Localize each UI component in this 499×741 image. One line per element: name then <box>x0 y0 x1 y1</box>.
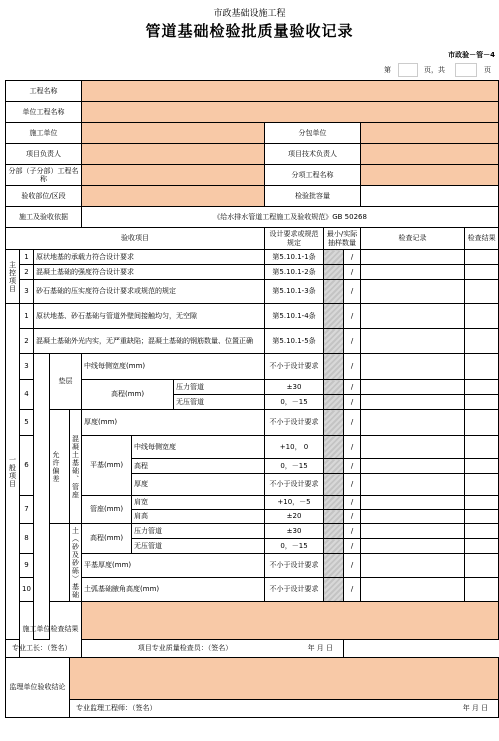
project-manager-field[interactable] <box>82 144 265 165</box>
sample-actual: / <box>344 265 361 280</box>
general-item-ref: 第5.10.1-4条 <box>265 304 324 329</box>
dev-design: 0，－15 <box>265 395 324 410</box>
division-field[interactable] <box>82 165 265 186</box>
standard-label: 施工及验收依据 <box>6 207 82 228</box>
construction-date: 年 月 日 <box>307 644 334 653</box>
result-cell[interactable] <box>465 250 499 265</box>
sample-actual: / <box>344 395 361 410</box>
general-item-no: 2 <box>20 329 34 354</box>
general-item-no: 9 <box>20 554 34 578</box>
general-item-no: 4 <box>20 380 34 410</box>
sample-min-cell <box>324 265 344 280</box>
supervision-date: 年 月 日 <box>462 704 489 713</box>
dev-item-text: 无压管道 <box>132 539 265 554</box>
construction-unit-field[interactable] <box>82 123 265 144</box>
main-item-ref: 第5.10.1-3条 <box>265 280 324 304</box>
dev-lower-spacer <box>50 524 70 602</box>
record-cell[interactable] <box>361 496 465 510</box>
record-cell[interactable] <box>361 329 465 354</box>
technical-manager-label: 项目技术负责人 <box>265 144 361 165</box>
sample-min-cell <box>324 304 344 329</box>
inspection-form <box>5 80 499 718</box>
dev-item-text: 无压管道 <box>174 395 265 410</box>
record-cell[interactable] <box>361 354 465 380</box>
project-name-field[interactable] <box>82 81 499 102</box>
seat-label: 管座(mm) <box>82 496 132 524</box>
result-cell[interactable] <box>465 496 499 510</box>
general-item-no: 7 <box>20 496 34 524</box>
main-item-text: 混凝土基础的强度符合设计要求 <box>34 265 265 280</box>
main-item-no: 2 <box>20 265 34 280</box>
dev-design: 不小于设计要求 <box>265 578 324 602</box>
record-cell[interactable] <box>361 474 465 496</box>
result-cell[interactable] <box>465 280 499 304</box>
header-top: 市政基础设施工程 <box>213 9 286 19</box>
dev-item-text: 厚度 <box>132 474 265 496</box>
elev-label: 高程(mm) <box>82 380 174 410</box>
dev-design: 0，－15 <box>265 539 324 554</box>
project-manager-label: 项目负责人 <box>6 144 82 165</box>
construction-sign-row <box>6 640 344 658</box>
technical-manager-field[interactable] <box>361 144 499 165</box>
item-header: 验收项目 <box>6 228 265 250</box>
sample-actual: / <box>344 524 361 539</box>
result-cell[interactable] <box>465 524 499 539</box>
construction-check-field[interactable] <box>82 602 499 640</box>
page-no-field[interactable] <box>398 63 418 77</box>
record-cell[interactable] <box>361 265 465 280</box>
sample-actual: / <box>344 510 361 524</box>
supervision-label: 监理单位验收结论 <box>6 658 70 718</box>
result-cell[interactable] <box>465 459 499 474</box>
sample-min-cell <box>324 459 344 474</box>
sample-actual: / <box>344 380 361 395</box>
sample-min-cell <box>324 280 344 304</box>
page-total-field[interactable] <box>455 63 477 77</box>
sample-min-cell <box>324 539 344 554</box>
dev-design: 不小于设计要求 <box>265 410 324 436</box>
result-cell[interactable] <box>465 578 499 602</box>
batch-size-label: 检验批容量 <box>265 186 361 207</box>
sample-actual: / <box>344 280 361 304</box>
unit-project-label: 单位工程名称 <box>6 102 82 123</box>
general-item-no: 6 <box>20 436 34 496</box>
supervisor-sign: 专业监理工程师：（签名） <box>76 704 157 713</box>
dev-design: ±30 <box>265 380 324 395</box>
main-item-ref: 第5.10.1-1条 <box>265 250 324 265</box>
subitem-label: 分项工程名称 <box>265 165 361 186</box>
main-item-ref: 第5.10.1-2条 <box>265 265 324 280</box>
general-item-no: 5 <box>20 410 34 436</box>
general-item-no: 8 <box>20 524 34 554</box>
construction-check-label: 施工单位检查结果 <box>20 602 82 658</box>
result-cell[interactable] <box>465 304 499 329</box>
supervision-sign-row <box>70 700 499 718</box>
record-cell[interactable] <box>361 554 465 578</box>
elev-label-lower: 高程(mm) <box>82 524 132 554</box>
main-item-no: 3 <box>20 280 34 304</box>
dev-item-text: 中线每侧宽度 <box>132 436 265 459</box>
result-cell[interactable] <box>465 436 499 459</box>
inspection-part-field[interactable] <box>82 186 265 207</box>
dev-label: 允许偏差 <box>52 450 61 483</box>
sample-min-cell <box>324 436 344 459</box>
sample-min-cell <box>324 395 344 410</box>
sample-actual: / <box>344 578 361 602</box>
record-cell[interactable] <box>361 304 465 329</box>
form-code: 市政验－管－4 <box>448 51 495 59</box>
record-cell[interactable] <box>361 250 465 265</box>
result-cell[interactable] <box>465 410 499 436</box>
record-cell[interactable] <box>361 524 465 539</box>
dev-design: ±20 <box>265 510 324 524</box>
concrete-label: 混凝土基础、管座 <box>70 410 82 524</box>
inspection-part-label: 验收部位/区段 <box>6 186 82 207</box>
sample-actual: / <box>344 554 361 578</box>
sample-actual: / <box>344 459 361 474</box>
quality-inspector-sign: 项目专业质量检查员：（签名） <box>137 644 233 653</box>
page-title: 管道基础检验批质量验收记录 <box>145 22 354 40</box>
record-cell[interactable] <box>361 459 465 474</box>
sample-actual: / <box>344 250 361 265</box>
result-header: 检查结果 <box>465 228 499 250</box>
dev-item-text: 厚度(mm) <box>82 410 265 436</box>
dev-design: +10，－5 <box>265 496 324 510</box>
result-cell[interactable] <box>465 510 499 524</box>
standard-value: 《给水排水管道工程施工及验收规范》GB 50268 <box>82 207 499 228</box>
main-control-label: 主控项目 <box>6 250 20 304</box>
subpackage-unit-field[interactable] <box>361 123 499 144</box>
division-label: 分部（子分部）工程名称 <box>6 165 82 186</box>
dev-item-text: 高程 <box>132 459 265 474</box>
batch-size-field[interactable] <box>361 186 499 207</box>
main-item-text: 原状地基的承载力符合设计要求 <box>34 250 265 265</box>
dev-item-text: 压力管道 <box>132 524 265 539</box>
gravel-label: 土（砂及砂砾）基础 <box>70 524 82 602</box>
sample-min-cell <box>324 250 344 265</box>
result-cell[interactable] <box>465 539 499 554</box>
subitem-field[interactable] <box>361 165 499 186</box>
foreman-sign: 专业工长：（签名） <box>12 644 72 653</box>
sample-min-cell <box>324 554 344 578</box>
page-end-label: 页 <box>484 66 491 74</box>
design-header: 设计要求或规范规定 <box>265 228 324 250</box>
result-cell[interactable] <box>465 380 499 395</box>
record-cell[interactable] <box>361 410 465 436</box>
record-header: 检查记录 <box>361 228 465 250</box>
sample-actual: / <box>344 436 361 459</box>
record-cell[interactable] <box>361 395 465 410</box>
record-cell[interactable] <box>361 280 465 304</box>
sample-min-cell <box>324 410 344 436</box>
sample-actual: / <box>344 539 361 554</box>
page-total-label: 页，共 <box>424 66 445 74</box>
main-item-text: 砂石基础的压实度符合设计要求或规范的规定 <box>34 280 265 304</box>
dev-design: 不小于设计要求 <box>265 474 324 496</box>
sample-min-cell <box>324 524 344 539</box>
general-item-text: 原状地基、砂石基础与管道外壁间接触均匀，无空隙 <box>34 304 265 329</box>
record-cell[interactable] <box>361 380 465 395</box>
dev-design: +10， 0 <box>265 436 324 459</box>
project-name-label: 工程名称 <box>6 81 82 102</box>
dev-item-text: 肩宽 <box>132 496 265 510</box>
general-item-no: 1 <box>20 304 34 329</box>
construction-unit-label: 施工单位 <box>6 123 82 144</box>
dev-item-text: 肩高 <box>132 510 265 524</box>
sample-actual: / <box>344 496 361 510</box>
sample-actual: / <box>344 329 361 354</box>
general-label: 一般项目 <box>6 304 20 640</box>
record-cell[interactable] <box>361 539 465 554</box>
supervision-field[interactable] <box>70 658 499 700</box>
result-cell[interactable] <box>465 354 499 380</box>
subpackage-unit-label: 分包单位 <box>265 123 361 144</box>
general-item-ref: 第5.10.1-5条 <box>265 329 324 354</box>
page-no-label: 第 <box>384 66 391 74</box>
record-cell[interactable] <box>361 510 465 524</box>
flat-label: 平基(mm) <box>82 436 132 496</box>
result-cell[interactable] <box>465 329 499 354</box>
sample-min-cell <box>324 329 344 354</box>
dev-design: 不小于设计要求 <box>265 554 324 578</box>
sample-actual: / <box>344 474 361 496</box>
dev-design: ±30 <box>265 524 324 539</box>
sample-min-cell <box>324 510 344 524</box>
sample-actual: / <box>344 410 361 436</box>
sample-min-cell <box>324 578 344 602</box>
dev-item-text: 土弧基础腋角高度(mm) <box>82 578 265 602</box>
dev-vertical-cell <box>50 410 70 524</box>
sample-actual: / <box>344 354 361 380</box>
general-item-text: 混凝土基础外光内实，无严重缺陷；混凝土基础的钢筋数量、位置正确 <box>34 329 265 354</box>
sample-min-cell <box>324 354 344 380</box>
sample-actual: / <box>344 304 361 329</box>
general-item-no: 10 <box>20 578 34 602</box>
main-item-no: 1 <box>20 250 34 265</box>
result-cell[interactable] <box>465 474 499 496</box>
dev-spacer <box>34 354 50 640</box>
dev-item-text: 中线每侧宽度(mm) <box>82 354 265 380</box>
result-cell[interactable] <box>465 554 499 578</box>
result-cell[interactable] <box>465 395 499 410</box>
dev-item-text: 平基厚度(mm) <box>82 554 265 578</box>
record-cell[interactable] <box>361 578 465 602</box>
dev-item-text: 压力管道 <box>174 380 265 395</box>
sample-min-cell <box>324 474 344 496</box>
result-cell[interactable] <box>465 265 499 280</box>
general-item-no: 3 <box>20 354 34 380</box>
cushion-label: 垫层 <box>50 354 82 410</box>
sample-min-cell <box>324 380 344 395</box>
record-cell[interactable] <box>361 436 465 459</box>
dev-design: 不小于设计要求 <box>265 354 324 380</box>
sample-header: 最小/实际抽样数量 <box>324 228 361 250</box>
sample-min-cell <box>324 496 344 510</box>
dev-design: 0，－15 <box>265 459 324 474</box>
unit-project-field[interactable] <box>82 102 499 123</box>
